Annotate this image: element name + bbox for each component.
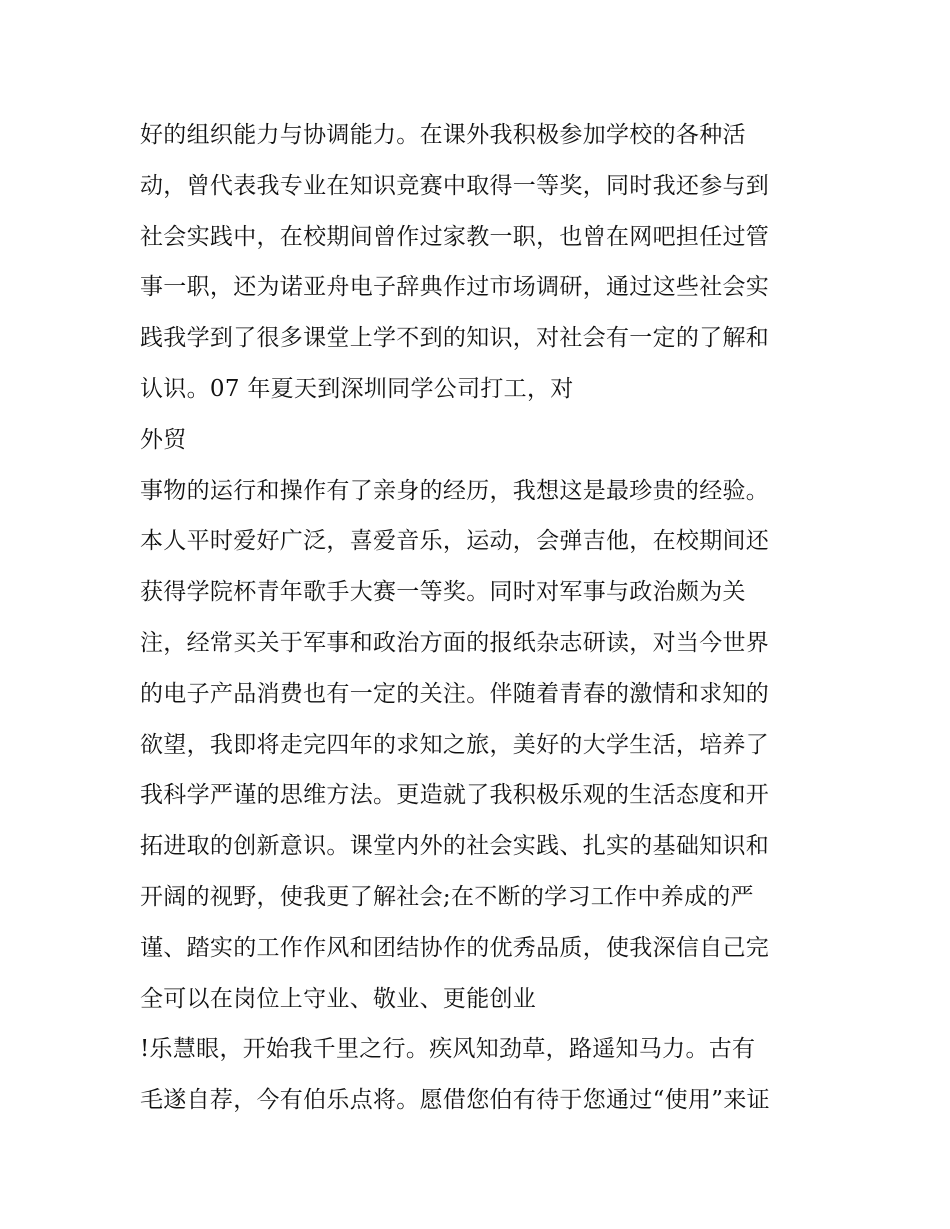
text-line: 本人平时爱好广泛，喜爱音乐，运动，会弹吉他，在校期间还 xyxy=(140,528,770,555)
text-line: 好的组织能力与协调能力。在课外我积极参加学校的各种活 xyxy=(140,122,746,148)
text-line: 谨、踏实的工作作风和团结协作的优秀品质，使我深信自己完 xyxy=(140,934,770,961)
text-line: 获得学院杯青年歌手大赛一等奖。同时对军事与政治颇为关 xyxy=(140,579,746,606)
text-line: 拓进取的创新意识。课堂内外的社会实践、扎实的基础知识和 xyxy=(140,833,770,860)
text-line: 毛遂自荐，今有伯乐点将。愿借您伯有待于您通过“使用”来证 xyxy=(140,1087,770,1114)
text-line: 外贸 xyxy=(140,426,187,453)
text-line: 动，曾代表我专业在知识竞赛中取得一等奖，同时我还参与到 xyxy=(140,172,770,199)
text-line: !乐慧眼，开始我千里之行。疾风知劲草，路遥知马力。古有 xyxy=(140,1036,756,1063)
text-line: 认识。07 年夏天到深圳同学公司打工，对 xyxy=(140,375,574,402)
text-line: 的电子产品消费也有一定的关注。伴随着青春的激情和求知的 xyxy=(140,680,770,707)
text-line: 开阔的视野，使我更了解社会;在不断的学习工作中养成的严 xyxy=(140,883,754,910)
text-line: 社会实践中，在校期间曾作过家教一职，也曾在网吧担任过管 xyxy=(140,223,770,250)
text-line: 注，经常买关于军事和政治方面的报纸杂志研读，对当今世界 xyxy=(140,629,770,656)
text-line: 事物的运行和操作有了亲身的经历，我想这是最珍贵的经验。 xyxy=(140,477,770,504)
text-line: 我科学严谨的思维方法。更造就了我积极乐观的生活态度和开 xyxy=(140,782,770,809)
text-line: 全可以在岗位上守业、敬业、更能创业 xyxy=(140,985,537,1012)
text-line: 欲望，我即将走完四年的求知之旅，美好的大学生活，培养了 xyxy=(140,731,770,758)
document-body xyxy=(140,110,830,1126)
text-line: 事一职，还为诺亚舟电子辞典作过市场调研，通过这些社会实 xyxy=(140,274,770,301)
text-line: 践我学到了很多课堂上学不到的知识，对社会有一定的了解和 xyxy=(140,325,770,352)
